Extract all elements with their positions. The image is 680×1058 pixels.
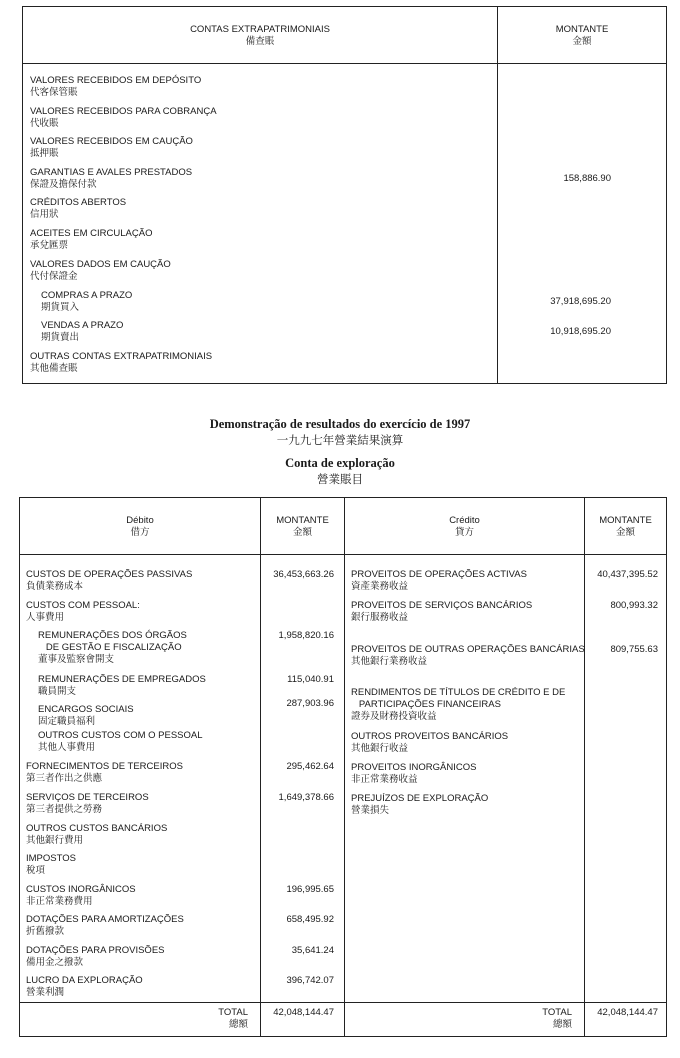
off-balance-row bbox=[30, 75, 201, 99]
off-balance-row bbox=[30, 106, 217, 130]
off-balance-row-amount: 10,918,695.20 bbox=[550, 326, 611, 337]
debit-row-amount: 35,641.24 bbox=[291, 945, 334, 956]
debit-row bbox=[26, 823, 167, 847]
debit-row-amount: 1,958,820.16 bbox=[278, 630, 334, 641]
credit-row-line: OUTROS PROVEITOS BANCÁRIOS bbox=[351, 731, 509, 742]
off-balance-header-label bbox=[23, 24, 497, 48]
debit-row-line: 非正常業務費用 bbox=[26, 896, 93, 907]
debit-row-line: ENCARGOS SOCIAIS bbox=[38, 704, 134, 715]
debit-row bbox=[38, 730, 203, 754]
credit-row-line: PROVEITOS DE OPERAÇÕES ACTIVAS bbox=[351, 569, 527, 580]
results-header-divider bbox=[20, 554, 666, 555]
credit-total-label-pt: TOTAL bbox=[542, 1007, 572, 1018]
debit-row-line: REMUNERAÇÕES DOS ÓRGÃOS bbox=[38, 630, 187, 641]
off-balance-row bbox=[41, 290, 132, 314]
debit-row bbox=[26, 761, 183, 785]
debit-row-line: 固定職員福利 bbox=[38, 716, 96, 727]
results-table bbox=[19, 497, 667, 1037]
credit-row-line: 其他銀行業務收益 bbox=[351, 656, 428, 667]
debit-row-amount: 1,649,378.66 bbox=[278, 792, 334, 803]
debit-row-amount: 396,742.07 bbox=[286, 975, 334, 986]
credit-amount-header bbox=[585, 515, 666, 539]
debit-row-line: FORNECIMENTOS DE TERCEIROS bbox=[26, 761, 183, 772]
credit-total-label bbox=[490, 1007, 572, 1031]
debit-row-line: 折舊撥款 bbox=[26, 926, 65, 937]
credit-row bbox=[351, 731, 508, 755]
debit-row-line: 稅項 bbox=[26, 865, 46, 876]
off-balance-row-label-pt: CRÉDITOS ABERTOS bbox=[30, 197, 127, 208]
debit-total-amount: 42,048,144.47 bbox=[273, 1007, 334, 1018]
debit-row-amount: 658,495.92 bbox=[286, 914, 334, 925]
debit-row bbox=[26, 945, 165, 969]
credit-row-line: PROVEITOS DE SERVIÇOS BANCÁRIOS bbox=[351, 600, 533, 611]
off-balance-row-label-zh: 代收賬 bbox=[30, 118, 59, 129]
debit-header-zh: 借方 bbox=[130, 527, 150, 538]
off-balance-row-label-zh: 代客保管賬 bbox=[30, 87, 78, 98]
debit-row-line: 第三者提供之勞務 bbox=[26, 804, 103, 815]
off-balance-row bbox=[30, 197, 126, 221]
credit-row-amount: 800,993.32 bbox=[610, 600, 658, 611]
debit-row-line: DOTAÇÕES PARA AMORTIZAÇÕES bbox=[26, 914, 184, 925]
off-balance-row-label-zh: 期貨買入 bbox=[41, 302, 80, 313]
off-balance-row-amount: 37,918,695.20 bbox=[550, 296, 611, 307]
credit-amount-header-zh: 金額 bbox=[615, 527, 635, 538]
debit-row-line: DE GESTÃO E FISCALIZAÇÃO bbox=[38, 642, 182, 653]
debit-row-amount: 115,040.91 bbox=[287, 674, 334, 685]
credit-row bbox=[351, 687, 565, 723]
debit-row-amount: 36,453,663.26 bbox=[273, 569, 334, 580]
off-balance-row-label-pt: VENDAS A PRAZO bbox=[41, 320, 124, 331]
debit-total-label-zh: 總額 bbox=[228, 1019, 248, 1030]
credit-row-line: PROVEITOS DE OUTRAS OPERAÇÕES BANCÁRIAS bbox=[351, 644, 585, 655]
off-balance-row-label-pt: COMPRAS A PRAZO bbox=[41, 290, 133, 301]
debit-row-line: 備用金之撥款 bbox=[26, 957, 84, 968]
credit-row-amount: 809,755.63 bbox=[610, 644, 658, 655]
debit-row-line: 人事費用 bbox=[26, 612, 65, 623]
off-balance-header-amount-zh: 金額 bbox=[572, 36, 592, 47]
off-balance-header-amount bbox=[498, 24, 666, 48]
debit-amount-header-zh: 金額 bbox=[292, 527, 312, 538]
statement-subtitle-pt: Conta de exploração bbox=[285, 456, 395, 470]
debit-row-line: 職員開支 bbox=[38, 686, 77, 697]
debit-row-line: 營業利潤 bbox=[26, 987, 65, 998]
off-balance-row-label-pt: VALORES RECEBIDOS EM CAUÇÃO bbox=[30, 136, 193, 147]
debit-total-label bbox=[170, 1007, 248, 1031]
debit-row-line: 負債業務成本 bbox=[26, 581, 84, 592]
debit-total-label-pt: TOTAL bbox=[218, 1007, 248, 1018]
credit-row bbox=[351, 793, 488, 817]
off-balance-row-label-zh: 期貨賣出 bbox=[41, 332, 80, 343]
off-balance-row-label-pt: VALORES DADOS EM CAUÇÃO bbox=[30, 259, 171, 270]
debit-row-amount: 196,995.65 bbox=[286, 884, 334, 895]
debit-row-line: OUTROS CUSTOS BANCÁRIOS bbox=[26, 823, 168, 834]
debit-row bbox=[26, 792, 149, 816]
debit-credit-divider bbox=[344, 498, 345, 1036]
credit-row-line: 證券及財務投資收益 bbox=[351, 711, 437, 722]
off-balance-table bbox=[22, 6, 667, 384]
off-balance-row-label-zh: 抵押賬 bbox=[30, 148, 59, 159]
credit-row-line: 資產業務收益 bbox=[351, 581, 409, 592]
credit-row-line: PARTICIPAÇÕES FINANCEIRAS bbox=[351, 699, 501, 710]
debit-row bbox=[38, 704, 134, 728]
debit-row-line: 其他人事費用 bbox=[38, 742, 96, 753]
off-balance-row bbox=[30, 351, 212, 375]
debit-row-line: CUSTOS INORGÂNICOS bbox=[26, 884, 136, 895]
debit-row-amount: 287,903.96 bbox=[286, 698, 334, 709]
statement-title-zh: 一九九七年營業結果演算 bbox=[276, 433, 404, 447]
debit-amount-header-pt: MONTANTE bbox=[276, 515, 329, 526]
debit-row-line: CUSTOS COM PESSOAL: bbox=[26, 600, 140, 611]
debit-row-line: 其他銀行費用 bbox=[26, 835, 84, 846]
results-total-divider bbox=[20, 1002, 666, 1003]
debit-row bbox=[38, 630, 187, 666]
debit-row bbox=[26, 884, 136, 908]
off-balance-row-label-pt: OUTRAS CONTAS EXTRAPATRIMONIAIS bbox=[30, 351, 213, 362]
credit-row bbox=[351, 644, 585, 668]
debit-row-line: IMPOSTOS bbox=[26, 853, 76, 864]
debit-header bbox=[20, 515, 260, 539]
credit-header bbox=[345, 515, 584, 539]
debit-row bbox=[26, 600, 140, 624]
off-balance-row bbox=[30, 136, 193, 160]
credit-total-amount: 42,048,144.47 bbox=[597, 1007, 658, 1018]
off-balance-header-divider bbox=[23, 63, 666, 64]
debit-row-line: 董事及監察會開支 bbox=[38, 654, 115, 665]
debit-row bbox=[26, 914, 184, 938]
debit-row bbox=[26, 975, 143, 999]
off-balance-row bbox=[30, 259, 171, 283]
off-balance-row bbox=[41, 320, 123, 344]
debit-row-line: SERVIÇOS DE TERCEIROS bbox=[26, 792, 149, 803]
off-balance-row-label-zh: 代付保證金 bbox=[30, 271, 78, 282]
credit-amount-header-pt: MONTANTE bbox=[599, 515, 652, 526]
credit-header-zh: 貸方 bbox=[454, 527, 474, 538]
debit-row-line: CUSTOS DE OPERAÇÕES PASSIVAS bbox=[26, 569, 193, 580]
credit-row bbox=[351, 600, 532, 624]
off-balance-row-label-pt: ACEITES EM CIRCULAÇÃO bbox=[30, 228, 153, 239]
off-balance-row-label-zh: 承兌匯票 bbox=[30, 240, 69, 251]
off-balance-header-amount-pt: MONTANTE bbox=[555, 24, 609, 35]
credit-row-line: 其他銀行收益 bbox=[351, 743, 409, 754]
credit-row-line: 銀行服務收益 bbox=[351, 612, 409, 623]
off-balance-row bbox=[30, 228, 152, 252]
debit-amount-header bbox=[261, 515, 344, 539]
debit-row-line: OUTROS CUSTOS COM O PESSOAL bbox=[38, 730, 203, 741]
off-balance-row-label-zh: 其他備查賬 bbox=[30, 363, 78, 374]
credit-header-pt: Crédito bbox=[449, 515, 480, 526]
debit-row-line: REMUNERAÇÕES DE EMPREGADOS bbox=[38, 674, 206, 685]
statement-subtitle-zh: 營業賬目 bbox=[317, 472, 363, 486]
debit-row bbox=[26, 853, 76, 877]
credit-row-line: PROVEITOS INORGÂNICOS bbox=[351, 762, 477, 773]
off-balance-row-amount: 158,886.90 bbox=[563, 173, 611, 184]
credit-row-line: RENDIMENTOS DE TÍTULOS DE CRÉDITO E DE bbox=[351, 687, 566, 698]
credit-row-line: 營業損失 bbox=[351, 805, 390, 816]
off-balance-row-label-zh: 保證及擔保付款 bbox=[30, 179, 97, 190]
debit-row-line: LUCRO DA EXPLORAÇÃO bbox=[26, 975, 143, 986]
debit-row-amount: 295,462.64 bbox=[286, 761, 334, 772]
off-balance-header-label-pt: CONTAS EXTRAPATRIMONIAIS bbox=[190, 24, 330, 35]
off-balance-row-label-pt: GARANTIAS E AVALES PRESTADOS bbox=[30, 167, 193, 178]
off-balance-row-label-pt: VALORES RECEBIDOS EM DEPÓSITO bbox=[30, 75, 202, 86]
statement-title-pt: Demonstração de resultados do exercício de 1997 bbox=[209, 417, 471, 431]
debit-header-pt: Débito bbox=[126, 515, 154, 526]
off-balance-header-label-zh: 備查賬 bbox=[245, 36, 275, 47]
debit-row bbox=[26, 569, 192, 593]
credit-row-line: PREJUÍZOS DE EXPLORAÇÃO bbox=[351, 793, 489, 804]
debit-row-line: 第三者作出之供應 bbox=[26, 773, 103, 784]
credit-row-amount: 40,437,395.52 bbox=[597, 569, 658, 580]
credit-row bbox=[351, 762, 476, 786]
credit-row-line: 非正常業務收益 bbox=[351, 774, 418, 785]
off-balance-row-label-pt: VALORES RECEBIDOS PARA COBRANÇA bbox=[30, 106, 217, 117]
credit-row bbox=[351, 569, 527, 593]
credit-total-label-zh: 總額 bbox=[552, 1019, 572, 1030]
debit-row-line: DOTAÇÕES PARA PROVISÕES bbox=[26, 945, 165, 956]
off-balance-row bbox=[30, 167, 192, 191]
off-balance-row-label-zh: 信用狀 bbox=[30, 209, 59, 220]
debit-row bbox=[38, 674, 206, 698]
